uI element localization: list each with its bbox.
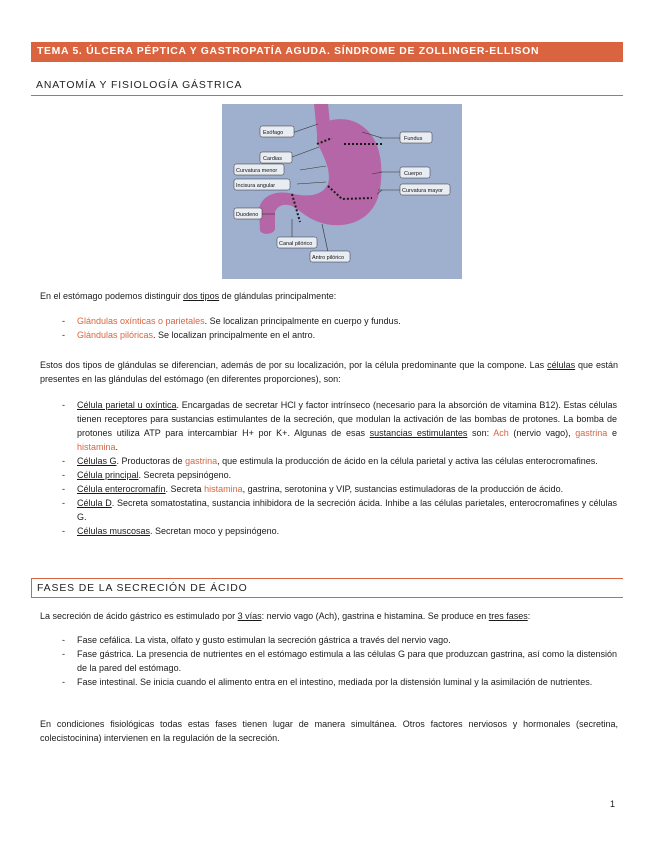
label-cardias: Cardias xyxy=(263,156,282,162)
cell-text: . Secreta pepsinógeno. xyxy=(138,470,232,480)
list-item xyxy=(77,328,617,342)
section-heading-anatomy: ANATOMÍA Y FISIOLOGÍA GÁSTRICA xyxy=(31,76,623,96)
para3-underlined: tres fases xyxy=(488,611,528,621)
intro-pre: En el estómago podemos distinguir xyxy=(40,291,184,301)
label-esofago: Esófago xyxy=(263,130,284,136)
cell-text: son: xyxy=(467,428,494,438)
intro-paragraph xyxy=(40,289,620,303)
list-item xyxy=(77,314,617,328)
phases-intro-paragraph xyxy=(40,609,620,623)
label-curvatura-mayor: Curvatura mayor xyxy=(402,188,443,194)
cell-text: . Encargadas de secretar HCl y factor intrínseco (necesario para la absorción de vitamina B12). Estas células tienen receptores para sustancias estimulantes de la secreción, que modulan la activación de las bombas de protones. La bomba de protones utiliza ATP para intercambiar H+ por K+. Algunas de esas xyxy=(77,400,617,438)
cell-term: Células G xyxy=(77,456,117,466)
list-item xyxy=(77,524,617,538)
cell-term: Célula enterocromafín xyxy=(77,484,166,494)
cell-term: Célula principal xyxy=(77,470,139,480)
para3-mid: : nervio vago (Ach), gastrina e histamina. Se produce en xyxy=(261,611,489,621)
label-canal-pilorico: Canal pilórico xyxy=(279,241,313,247)
glands-list xyxy=(77,314,617,342)
cell-text: , gastrina, serotonina y VIP, sustancias estimuladoras de la producción de ácido. xyxy=(242,484,564,494)
page-number: 1 xyxy=(609,799,615,809)
list-item xyxy=(77,454,617,468)
list-item xyxy=(77,398,617,454)
para2-pre: Estos dos tipos de glándulas se diferencian, además de por su localización, por la célula predominante que la compone. Las xyxy=(40,360,548,370)
phases-list xyxy=(77,633,617,689)
cell-text: . xyxy=(115,442,119,452)
document-title: TEMA 5. ÚLCERA PÉPTICA Y GASTROPATÍA AGUDA. SÍNDROME DE ZOLLINGER-ELLISON xyxy=(31,42,623,62)
gland-text: . Se localizan principalmente en el antro. xyxy=(153,330,316,340)
cell-term: Célula D xyxy=(77,498,112,508)
cell-term: Célula parietal u oxíntica xyxy=(77,400,177,410)
cell-text: e xyxy=(607,428,618,438)
highlight-gastrina: gastrina xyxy=(575,428,608,438)
para3-underlined: 3 vías xyxy=(237,611,262,621)
highlight-histamina: histamina xyxy=(204,484,243,494)
cells-list xyxy=(77,398,617,538)
stomach-diagram xyxy=(222,104,462,279)
label-incisura: Incisura angular xyxy=(236,183,276,189)
para2-underlined: células xyxy=(547,360,576,370)
cell-text: , que estimula la producción de ácido en la célula parietal y activa las células enterocromafines. xyxy=(217,456,598,466)
cell-text: . Secretan moco y pepsinógeno. xyxy=(150,526,280,536)
para3-pre: La secreción de ácido gástrico es estimulado por xyxy=(40,611,238,621)
label-antro-pilorico: Antro pilórico xyxy=(312,255,345,261)
list-item xyxy=(77,496,617,524)
label-curvatura-menor: Curvatura menor xyxy=(236,168,278,174)
list-item: - Fase gástrica. La presencia de nutrientes en el estómago estimula a las células G para que produzcan gastrina, así como la distensión de la pared del estómago. xyxy=(77,647,617,675)
cell-text: . Secreta somatostatina, sustancia inhibidora de la secreción ácida. Inhibe a las células parietales, enterocromafines y células G. xyxy=(77,498,617,522)
label-cuerpo: Cuerpo xyxy=(404,171,423,177)
list-item: - Fase intestinal. Se inicia cuando el alimento entra en el intestino, mediada por la distensión luminal y la asimilación de nutrientes. xyxy=(77,675,617,689)
closing-paragraph: En condiciones fisiológicas todas estas fases tienen lugar de manera simultánea. Otros factores nerviosos y hormonales (secretina, colecistocinina) intervienen en la regulación de la secreción. xyxy=(40,719,618,743)
gland-text: . Se localizan principalmente en cuerpo y fundus. xyxy=(204,316,401,326)
intro-underlined: dos tipos xyxy=(183,291,220,301)
cell-text: (nervio vago), xyxy=(508,428,576,438)
highlight-gastrina: gastrina xyxy=(185,456,218,466)
label-duodeno: Duodeno xyxy=(236,212,259,218)
intro-post: de glándulas principalmente: xyxy=(219,291,337,301)
list-item: - Fase cefálica. La vista, olfato y gusto estimulan la secreción gástrica a través del nervio vago. xyxy=(77,633,617,647)
list-item xyxy=(77,482,617,496)
para3-post: : xyxy=(527,611,531,621)
cell-underlined: sustancias estimulantes xyxy=(369,428,468,438)
para2-post: que están presentes en las glándulas del estómago (en diferentes proporciones), son: xyxy=(40,360,618,384)
highlight-histamina: histamina xyxy=(77,442,116,452)
cells-intro-paragraph xyxy=(40,358,618,386)
cell-text: . Productoras de xyxy=(116,456,186,466)
gland-term: Glándulas pilóricas xyxy=(77,330,154,340)
list-item xyxy=(77,468,617,482)
section-heading-phases: FASES DE LA SECRECIÓN DE ÁCIDO xyxy=(31,578,623,598)
label-fundus: Fundus xyxy=(404,136,423,142)
highlight-ach: Ach xyxy=(493,428,509,438)
gland-term: Glándulas oxínticas o parietales xyxy=(77,316,205,326)
stomach-illustration xyxy=(222,104,462,279)
cell-text: . Secreta xyxy=(165,484,205,494)
cell-term: Células muscosas xyxy=(77,526,151,536)
